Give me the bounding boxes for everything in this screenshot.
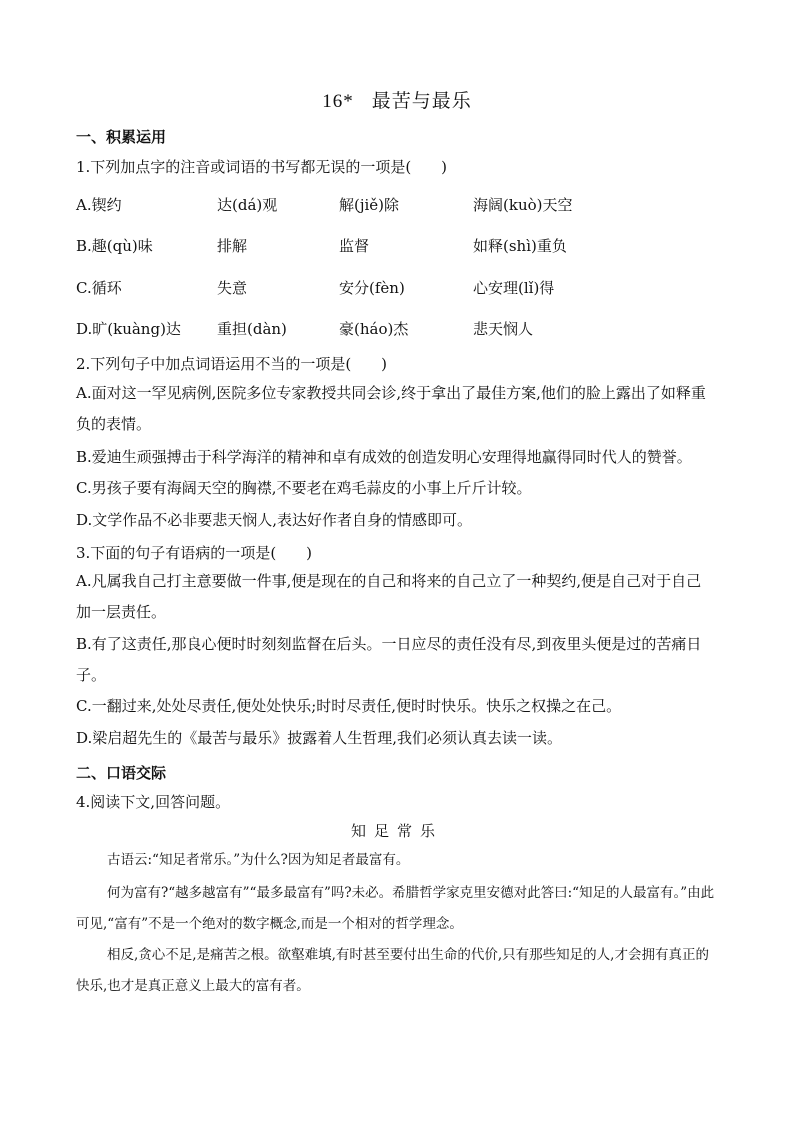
- question-1-stem: 1.下列加点字的注音或词语的书写都无误的一项是( ): [76, 158, 448, 176]
- passage-paragraph-3: 相反,贪心不足,是痛苦之根。欲壑难填,有时甚至要付出生命的代价,只有那些知足的人,才会拥有真正的快乐,也才是真正意义上最大的富有者。: [76, 947, 709, 994]
- question-3-stem: 3.下面的句子有语病的一项是( ): [76, 544, 313, 562]
- q1-option-row-d: [76, 318, 716, 340]
- q1-c-col1: C.循环: [76, 279, 122, 297]
- q3-option-d: D.梁启超先生的《最苦与最乐》披露着人生哲理,我们必须认真去读一读。: [76, 729, 563, 747]
- q3-option-a: A.凡属我自己打主意要做一件事,便是现在的自己和将来的自己立了一种契约,便是自己对于自己加一层责任。: [76, 572, 702, 621]
- q1-b-col3: 监督: [339, 237, 370, 255]
- q2-option-a: A.面对这一罕见病例,医院多位专家教授共同会诊,终于拿出了最佳方案,他们的脸上露出了如释重负的表情。: [76, 384, 706, 433]
- lesson-number: 16*: [322, 91, 354, 112]
- q1-b-col2: 排解: [217, 237, 248, 255]
- q3-option-c: C.一翻过来,处处尽责任,便处处快乐;时时尽责任,便时时快乐。快乐之权操之在己。: [76, 697, 622, 715]
- q1-option-row-a: [76, 194, 716, 216]
- q1-d-col3: 豪(háo)杰: [339, 320, 409, 338]
- q1-c-col3: 安分(fèn): [339, 279, 405, 297]
- q1-d-col1: D.旷(kuàng)达: [76, 320, 181, 338]
- question-4-stem: 4.阅读下文,回答问题。: [76, 793, 231, 811]
- q1-option-row-c: [76, 277, 716, 299]
- q1-a-col4: 海阔(kuò)天空: [473, 196, 573, 214]
- section-heading-1: 一、积累运用: [76, 128, 167, 146]
- q1-d-col2: 重担(dàn): [217, 320, 287, 338]
- q1-d-col4: 悲天悯人: [473, 320, 534, 338]
- q1-c-col2: 失意: [217, 279, 248, 297]
- q1-a-col3: 解(jiě)除: [339, 196, 400, 214]
- q1-b-col4: 如释(shì)重负: [473, 237, 567, 255]
- passage-paragraph-2: 何为富有?“越多越富有”“最多最富有”吗?未必。希腊哲学家克里安德对此答曰:“知足的人最富有。”由此可见,“富有”不是一个绝对的数字概念,而是一个相对的哲学理念。: [76, 885, 715, 932]
- question-2-stem: 2.下列句子中加点词语运用不当的一项是( ): [76, 355, 388, 373]
- section-heading-2: 二、口语交际: [76, 764, 167, 782]
- lesson-name: 最苦与最乐: [371, 90, 472, 112]
- q1-a-col1: A.锲约: [76, 196, 122, 214]
- q2-option-c: C.男孩子要有海阔天空的胸襟,不要老在鸡毛蒜皮的小事上斤斤计较。: [76, 479, 532, 497]
- q3-option-b: B.有了这责任,那良心便时时刻刻监督在后头。一日应尽的责任没有尽,到夜里头便是过的苦痛日子。: [76, 635, 702, 684]
- q2-option-b: B.爱迪生顽强搏击于科学海洋的精神和卓有成效的创造发明心安理得地赢得同时代人的赞誉。: [76, 448, 692, 466]
- q1-c-col4: 心安理(lǐ)得: [473, 279, 555, 297]
- passage-title: 知足常乐: [350, 822, 443, 840]
- q1-a-col2: 达(dá)观: [217, 196, 278, 214]
- q2-option-d: D.文学作品不必非要悲天悯人,表达好作者自身的情感即可。: [76, 511, 473, 529]
- passage-paragraph-1: 古语云:“知足者常乐。”为什么?因为知足者最富有。: [107, 852, 410, 868]
- q1-option-row-b: [76, 235, 716, 257]
- lesson-title: [0, 86, 794, 113]
- q1-b-col1: B.趣(qù)味: [76, 237, 153, 255]
